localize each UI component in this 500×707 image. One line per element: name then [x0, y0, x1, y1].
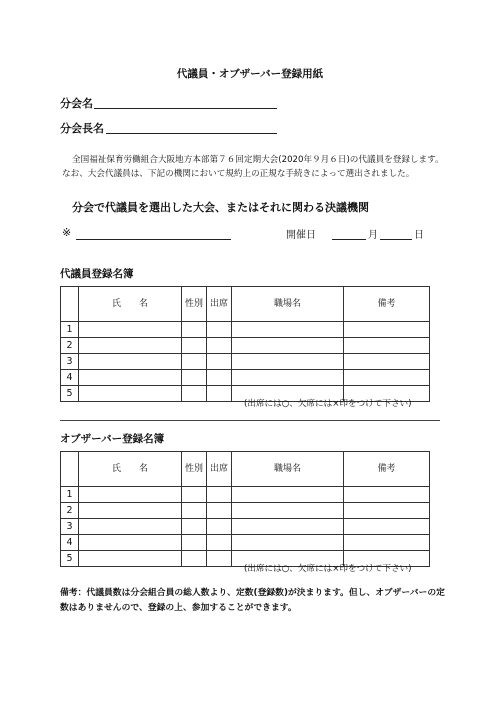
remarks-cell[interactable] [344, 322, 430, 338]
attendance-cell[interactable] [207, 503, 232, 519]
row-number: 2 [61, 503, 79, 519]
row-number: 3 [61, 354, 79, 370]
gender-cell[interactable] [182, 370, 207, 386]
attendance-cell[interactable] [207, 551, 232, 567]
table-row [61, 338, 430, 354]
workplace-cell[interactable] [232, 519, 344, 535]
workplace-cell[interactable] [232, 370, 344, 386]
workplace-header: 職場名 [232, 452, 344, 487]
table-row [61, 370, 430, 386]
delegate-section-title: 代議員登録名簿 [60, 268, 134, 280]
name-cell[interactable] [79, 551, 182, 567]
election-mark: ※ [62, 226, 72, 239]
branch-leader-label: 分会長名 [60, 122, 104, 135]
gender-cell[interactable] [182, 503, 207, 519]
remarks-cell[interactable] [344, 487, 430, 503]
page-title: 代議員・オブザーバー登録用紙 [176, 68, 324, 80]
gender-cell[interactable] [182, 487, 207, 503]
attendance-cell[interactable] [207, 535, 232, 551]
remarks-cell[interactable] [344, 519, 430, 535]
attendance-header: 出席 [207, 452, 232, 487]
row-number: 4 [61, 370, 79, 386]
section-divider [60, 420, 440, 421]
gender-cell[interactable] [182, 386, 207, 402]
remarks-cell[interactable] [344, 370, 430, 386]
row-number: 4 [61, 535, 79, 551]
attendance-cell[interactable] [207, 338, 232, 354]
observer-header-row [61, 452, 430, 487]
name-cell[interactable] [79, 370, 182, 386]
row-number-header [61, 452, 79, 487]
row-number: 5 [61, 551, 79, 567]
remarks-cell[interactable] [344, 503, 430, 519]
name-header: 氏 名 [79, 287, 182, 322]
workplace-cell[interactable] [232, 503, 344, 519]
delegate-header-row [61, 287, 430, 322]
remarks-cell[interactable] [344, 354, 430, 370]
workplace-cell[interactable] [232, 487, 344, 503]
remarks-cell[interactable] [344, 535, 430, 551]
remark-text: 代議員数は分会組合員の総人数より、定数(登録数)が決まります。但し、オブザーバーの定数はありませんので、登録の上、参加することができます。 [60, 588, 445, 613]
observer-table [60, 451, 430, 567]
remark-block [60, 586, 445, 616]
attendance-cell[interactable] [207, 370, 232, 386]
name-cell[interactable] [79, 535, 182, 551]
observer-section-title: オブザーバー登録名簿 [60, 433, 165, 445]
remarks-cell[interactable] [344, 338, 430, 354]
row-number-header [61, 287, 79, 322]
gender-header: 性別 [182, 287, 207, 322]
name-cell[interactable] [79, 519, 182, 535]
name-cell[interactable] [79, 322, 182, 338]
meeting-date-label: 開催日 [286, 230, 316, 241]
gender-cell[interactable] [182, 551, 207, 567]
attendance-cell[interactable] [207, 519, 232, 535]
table-row [61, 322, 430, 338]
row-number: 1 [61, 322, 79, 338]
row-number: 2 [61, 338, 79, 354]
attendance-cell[interactable] [207, 354, 232, 370]
workplace-header: 職場名 [232, 287, 344, 322]
table-row [61, 535, 430, 551]
delegate-table [60, 286, 430, 402]
observer-attendance-note: (出席には○、欠席には×印をつけて下さい) [244, 564, 412, 574]
gender-cell[interactable] [182, 322, 207, 338]
attendance-cell[interactable] [207, 386, 232, 402]
month-field[interactable] [332, 239, 366, 240]
meeting-date [286, 226, 316, 241]
delegate-attendance-note: (出席には○、欠席には×印をつけて下さい) [244, 399, 412, 409]
row-number: 5 [61, 386, 79, 402]
row-number: 1 [61, 487, 79, 503]
branch-leader-field[interactable] [106, 133, 277, 134]
gender-cell[interactable] [182, 354, 207, 370]
table-row [61, 503, 430, 519]
day-field[interactable] [380, 239, 412, 240]
election-heading: 分会で代議員を選出した大会、またはそれに関わる決議機関 [72, 201, 369, 214]
table-row [61, 354, 430, 370]
gender-cell[interactable] [182, 535, 207, 551]
gender-cell[interactable] [182, 338, 207, 354]
month-label: 月 [368, 230, 378, 241]
workplace-cell[interactable] [232, 338, 344, 354]
intro-paragraph: 全国福祉保育労働組合大阪地方本部第７６回定期大会(2020年９月６日)の代議員を登録します。なお、大会代議員は、下記の機関において規約上の正規な手続きによって選出されました。 [62, 155, 444, 179]
table-row [61, 487, 430, 503]
attendance-cell[interactable] [207, 322, 232, 338]
day-label: 日 [414, 230, 424, 241]
table-row [61, 519, 430, 535]
remarks-header: 備考 [344, 452, 430, 487]
name-cell[interactable] [79, 487, 182, 503]
branch-name-label: 分会名 [60, 97, 93, 110]
name-cell[interactable] [79, 386, 182, 402]
name-cell[interactable] [79, 338, 182, 354]
gender-header: 性別 [182, 452, 207, 487]
attendance-cell[interactable] [207, 487, 232, 503]
remarks-header: 備考 [344, 287, 430, 322]
workplace-cell[interactable] [232, 354, 344, 370]
workplace-cell[interactable] [232, 322, 344, 338]
name-cell[interactable] [79, 503, 182, 519]
name-cell[interactable] [79, 354, 182, 370]
workplace-cell[interactable] [232, 535, 344, 551]
attendance-header: 出席 [207, 287, 232, 322]
election-body-field[interactable] [76, 239, 231, 240]
row-number: 3 [61, 519, 79, 535]
gender-cell[interactable] [182, 519, 207, 535]
name-header: 氏 名 [79, 452, 182, 487]
remark-label: 備考： [60, 588, 87, 598]
branch-name-field[interactable] [94, 108, 277, 109]
